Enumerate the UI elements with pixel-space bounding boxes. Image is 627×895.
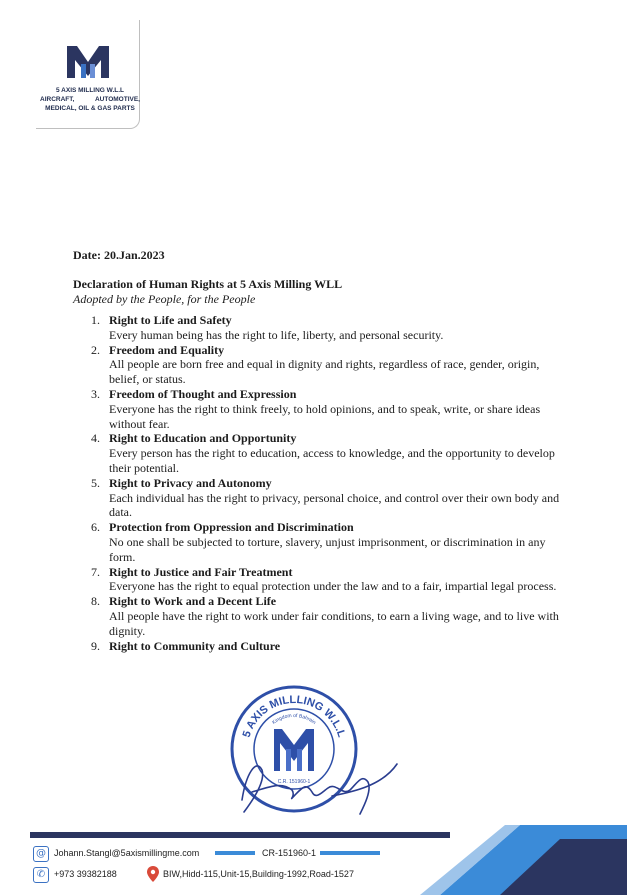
list-item [70, 343, 570, 387]
company-name: 5 AXIS MILLING W.L.L [55, 87, 124, 94]
item-number: 1. [91, 313, 100, 327]
item-title: Freedom of Thought and Expression [109, 386, 297, 401]
document-date: Date: 20.Jan.2023 [73, 248, 165, 262]
list-item [70, 520, 570, 564]
svg-text:Kingdom of Bahrain [271, 713, 317, 726]
footer-email: Johann.Stangl@5axismillingme.com [54, 848, 200, 858]
list-item [70, 313, 570, 343]
rights-list [70, 313, 570, 653]
item-description: Everyone has the right to equal protection under the law and to a fair, impartial legal process. [109, 579, 557, 594]
footer-dash [320, 851, 380, 855]
item-description: All people have the right to work under fair conditions, to earn a living wage, and to live with dignity. [109, 608, 559, 638]
location-pin-icon [147, 866, 159, 882]
item-title: Protection from Oppression and Discrimination [109, 520, 354, 535]
item-description: Everyone has the right to think freely, to hold opinions, and to speak, write, or share ideas without fear. [109, 401, 541, 431]
item-description: Each individual has the right to privacy, personal choice, and control over their own body and data. [109, 490, 560, 520]
item-title: Right to Community and Culture [109, 638, 281, 653]
signature [232, 752, 402, 822]
footer-phone: +973 39382188 [54, 869, 117, 879]
list-item [70, 639, 570, 654]
list-item [70, 476, 570, 520]
footer-address: BIW,Hidd-115,Unit-15,Building-1992,Road-1527 [163, 869, 354, 879]
document-title: Declaration of Human Rights at 5 Axis Milling WLL [73, 277, 343, 291]
item-title: Right to Work and a Decent Life [109, 594, 277, 609]
stamp-company-text: 5 AXIS MILLLING W.L.L [240, 693, 348, 739]
list-item [70, 431, 570, 475]
item-number: 8. [91, 594, 100, 609]
email-icon: @ [33, 846, 49, 862]
item-number: 6. [91, 520, 100, 535]
item-number: 2. [91, 342, 100, 357]
item-description: No one shall be subjected to torture, slavery, unjust imprisonment, or discrimination in any form. [109, 534, 546, 564]
company-logo-icon [67, 44, 109, 80]
item-title: Right to Education and Opportunity [109, 431, 297, 446]
list-item [70, 594, 570, 638]
item-number: 3. [91, 386, 100, 401]
footer-cr: CR-151960-1 [262, 848, 317, 858]
item-number: 4. [91, 431, 100, 446]
phone-icon: ✆ [33, 867, 49, 883]
item-title: Freedom and Equality [109, 342, 225, 357]
company-line-automotive: AUTOMOTIVE, [94, 96, 140, 103]
document-subtitle: Adopted by the People, for the People [73, 292, 256, 306]
item-title: Right to Justice and Fair Treatment [109, 564, 293, 579]
list-item [70, 565, 570, 595]
item-description: Every human being has the right to life, liberty, and personal security. [109, 327, 444, 342]
item-number: 9. [91, 638, 100, 653]
item-title: Right to Life and Safety [109, 313, 232, 327]
list-item [70, 387, 570, 431]
stamp-cr-text: C.R. 151960-1 [277, 779, 311, 785]
company-line-medical: MEDICAL, OIL & GAS PARTS [45, 105, 135, 112]
company-line-aircraft: AIRCRAFT, [40, 96, 75, 103]
footer-dash [215, 851, 255, 855]
stamp-country-text: Kingdom of Bahrain [271, 712, 317, 726]
item-description: All people are born free and equal in dignity and rights, regardless of race, gender, origin, belief, or status. [109, 357, 540, 387]
footer-bar [30, 832, 450, 838]
item-number: 5. [91, 475, 100, 490]
company-name-block [40, 86, 140, 113]
item-number: 7. [91, 564, 100, 579]
item-title: Right to Privacy and Autonomy [109, 475, 272, 490]
item-description: Every person has the right to education, access to knowledge, and the opportunity to develop their potential. [109, 446, 555, 475]
